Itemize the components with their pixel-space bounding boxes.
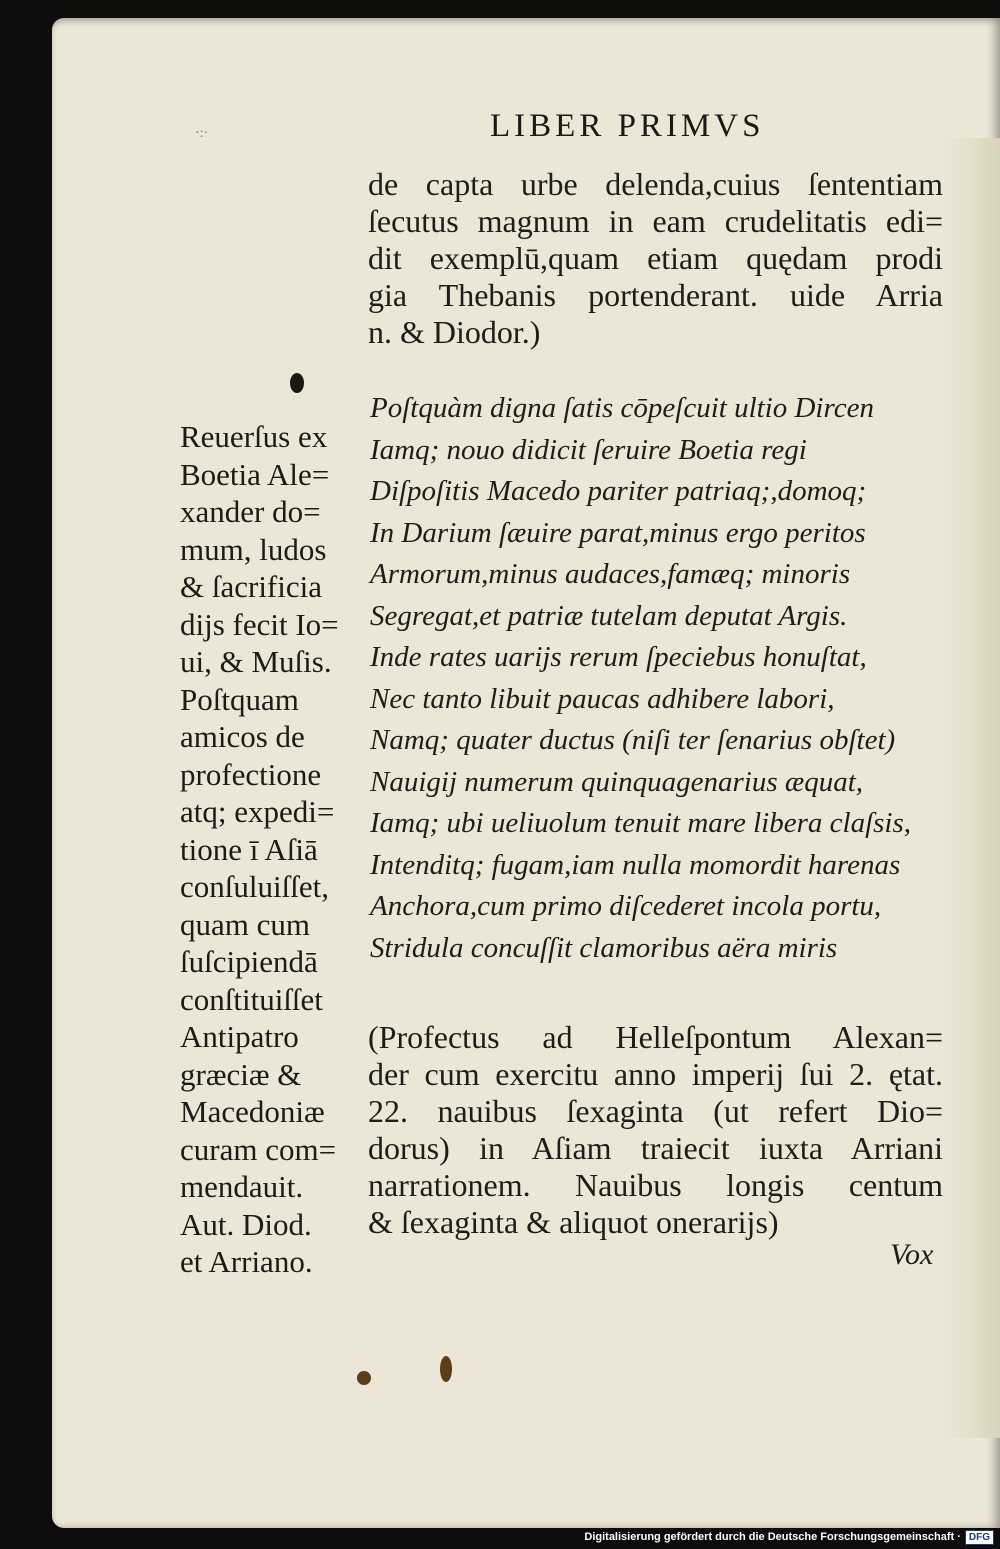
verse-block — [370, 388, 945, 969]
gloss-line: dijs fecit Io= — [180, 606, 339, 642]
text-line: ſecutus magnum in eam crudelitatis edi= — [368, 203, 943, 239]
text-line: (Profectus ad Helleſpontum Alexan= — [368, 1019, 943, 1055]
text-line: der cum exercitu anno imperij ſui 2. ętat. — [368, 1056, 943, 1092]
gloss-line: quam cum — [180, 906, 310, 942]
gloss-line: & ſacrificia — [180, 569, 322, 604]
gloss-line: xander do= — [180, 494, 321, 529]
gloss-line: amicos de — [180, 719, 305, 754]
verse-line: Poſtquàm digna ſatis cōpeſcuit ultio Dircen — [370, 392, 874, 424]
verse-line: Nauigij numerum quinquagenarius æquat, — [370, 765, 864, 798]
verse-line: Diſpoſitis Macedo pariter patriaq;,domoq; — [370, 475, 867, 507]
footer-text: Digitalisierung gefördert durch die Deutsche Forschungsgemeinschaft · — [584, 1531, 961, 1543]
dfg-logo[interactable]: DFG — [965, 1530, 994, 1545]
gloss-line: tione ī Aſiā — [180, 831, 318, 867]
text-line: narrationem. Nauibus longis centum — [368, 1167, 943, 1203]
gloss-line: conſtituiſſet — [180, 981, 323, 1017]
verse-line: Inde rates uarijs rerum ſpeciebus honuſtat, — [370, 641, 867, 673]
text-line: dorus) in Aſiam traiecit iuxta Arriani — [368, 1130, 943, 1166]
ink-fleck — [290, 373, 304, 393]
gloss-line: et Arriano. — [180, 1244, 313, 1279]
text-line: & ſexaginta & aliquot onerarijs) — [368, 1204, 779, 1240]
corner-mark: ·:· — [195, 126, 209, 141]
verse-line: Segregat,et patriæ tutelam deputat Argis. — [370, 599, 848, 632]
gloss-line: Poſtquam — [180, 681, 299, 717]
facing-page-edge — [942, 138, 1000, 1438]
ink-fleck — [440, 1356, 452, 1382]
verse-line: Iamq; ubi ueliuolum tenuit mare libera claſsis, — [370, 807, 912, 839]
gloss-line: mendauit. — [180, 1169, 304, 1204]
text-line: gia Thebanis portenderant. uide Arria — [368, 277, 943, 313]
gloss-line: Boetia Ale= — [180, 456, 330, 492]
gloss-line: Antipatro — [180, 1019, 299, 1054]
digitization-footer — [584, 1527, 994, 1547]
ink-fleck — [357, 1371, 371, 1385]
verse-line: Nec tanto libuit paucas adhibere labori, — [370, 682, 835, 715]
gloss-line: ui, & Muſis. — [180, 644, 332, 679]
gloss-line: conſuluiſſet, — [180, 869, 329, 904]
gloss-line: Aut. Diod. — [180, 1206, 312, 1242]
verse-line: Intenditq; fugam,iam nulla momordit harenas — [370, 848, 901, 881]
prose-paragraph-bottom — [368, 1019, 943, 1241]
gloss-line: Reuerſus ex — [180, 419, 328, 454]
verse-line: Stridula concuſſit clamoribus aëra miris — [370, 931, 838, 964]
gloss-line: atq; expedi= — [180, 794, 335, 829]
text-line: 22. nauibus ſexaginta (ut refert Dio= — [368, 1093, 943, 1129]
running-head: LIBER PRIMVS — [490, 108, 765, 144]
gloss-line: Macedoniæ — [180, 1094, 325, 1129]
verse-line: In Darium ſæuire parat,minus ergo peritos — [370, 516, 866, 549]
verse-line: Armorum,minus audaces,famæq; minoris — [370, 558, 851, 590]
gloss-line: ſuſcipiendā — [180, 944, 318, 979]
text-line: de capta urbe delenda,cuius ſententiam — [368, 166, 943, 202]
catchword: Vox — [890, 1238, 934, 1271]
text-line: dit exemplū,quam etiam quędam prodi — [368, 240, 943, 276]
verse-line: Iamq; nouo didicit ſeruire Boetia regi — [370, 433, 807, 466]
verse-line: Anchora,cum primo diſcederet incola portu, — [370, 890, 882, 922]
prose-paragraph-top — [368, 166, 943, 351]
gloss-line: profectione — [180, 756, 322, 792]
gloss-line: curam com= — [180, 1131, 337, 1167]
margin-gloss — [180, 418, 365, 1281]
text-line: n. & Diodor.) — [368, 314, 541, 350]
verse-line: Namq; quater ductus (niſi ter ſenarius obſtet) — [370, 724, 896, 756]
gloss-line: mum, ludos — [180, 531, 327, 567]
gloss-line: græciæ & — [180, 1056, 302, 1092]
